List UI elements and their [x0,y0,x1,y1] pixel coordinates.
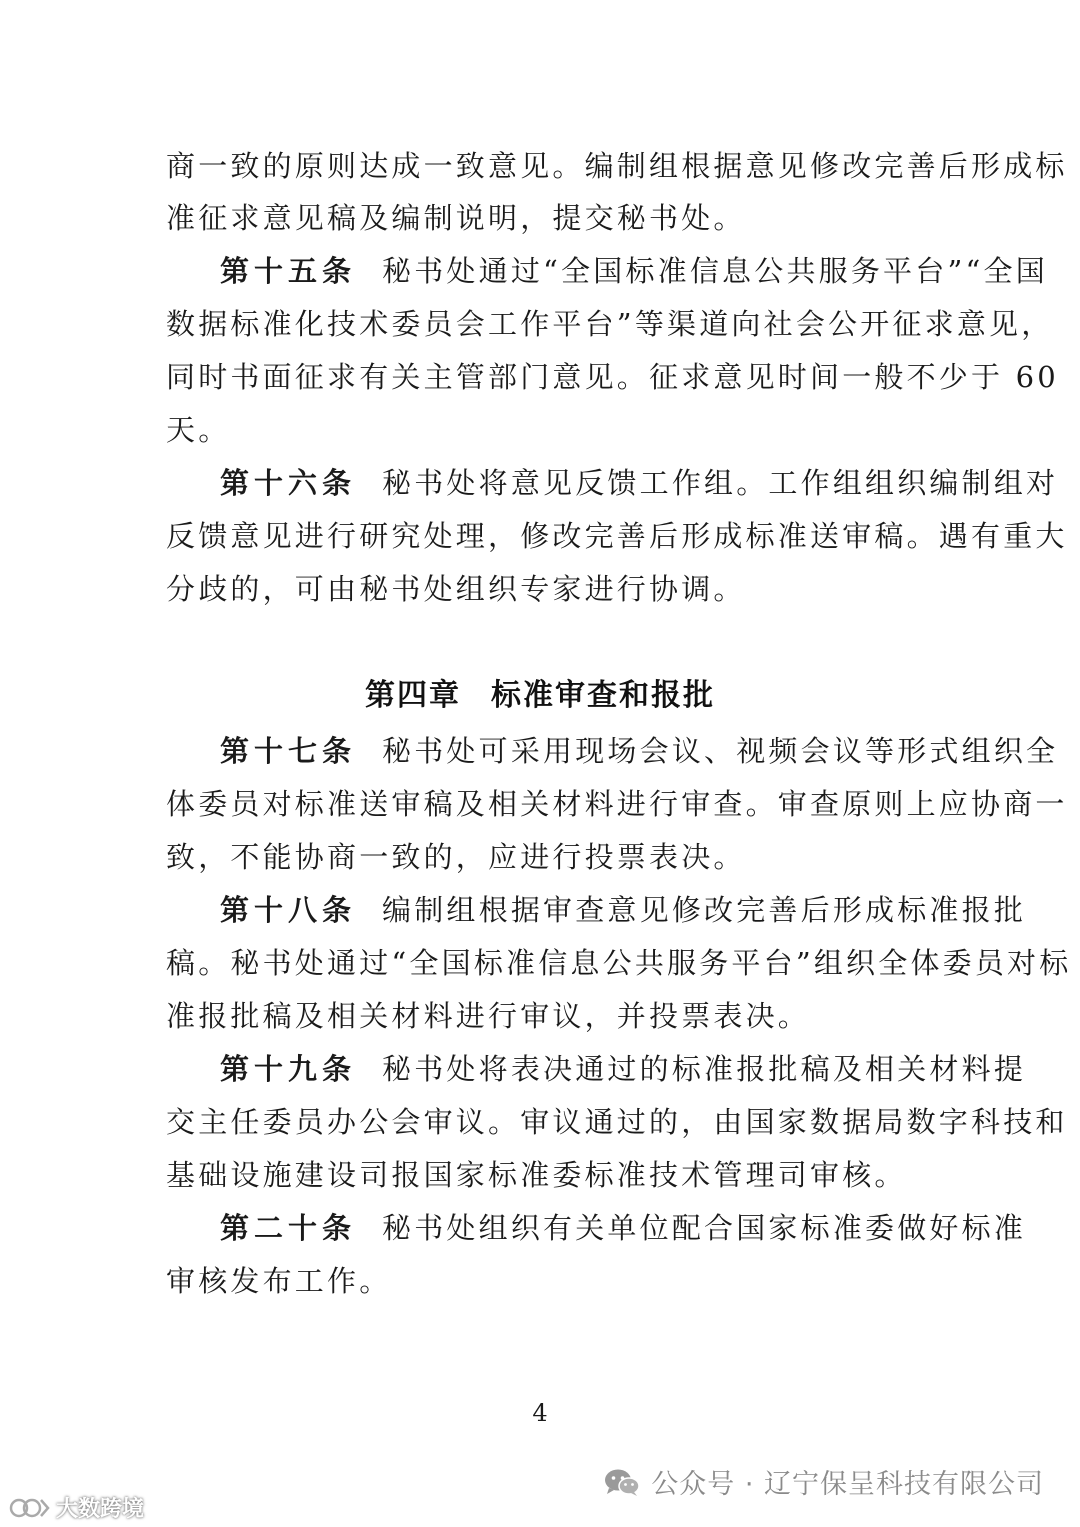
article-text: 秘书处将表决通过的标准报批稿及相关材料提 [382,1052,1027,1086]
text-line: 天。 [166,413,231,447]
watermark-left-text: 大数跨境 [56,1497,145,1522]
article-19 [220,1049,1027,1089]
wechat-icon [603,1467,641,1497]
article-text: 秘书处可采用现场会议、视频会议等形式组织全 [382,734,1059,768]
article-16 [220,463,1059,503]
text-line: 审核发布工作。 [166,1264,392,1298]
article-text: 秘书处将意见反馈工作组。工作组组织编制组对 [382,466,1059,500]
article-label: 第二十条 [220,1211,357,1245]
text-line: 商一致的原则达成一致意见。编制组根据意见修改完善后形成标 [166,149,1068,183]
logo-icon [8,1496,52,1520]
chapter-heading [0,675,1080,717]
text-line: 稿。秘书处通过“全国标准信息公共服务平台”组织全体委员对标 [166,946,1072,980]
text-line: 分歧的，可由秘书处组织专家进行协调。 [166,572,746,606]
article-label: 第十六条 [220,466,357,500]
article-text: 秘书处通过“全国标准信息公共服务平台”“全国 [382,254,1048,288]
article-label: 第十九条 [220,1052,357,1086]
article-text: 秘书处组织有关单位配合国家标准委做好标准 [382,1211,1027,1245]
text-line: 数据标准化技术委员会工作平台”等渠道向社会公开征求意见， [166,307,1054,341]
article-label: 第十七条 [220,734,357,768]
page-number: 4 [532,1399,548,1427]
text-line: 体委员对标准送审稿及相关材料进行审查。审查原则上应协商一 [166,787,1068,821]
text-line: 准报批稿及相关材料进行审议，并投票表决。 [166,999,811,1033]
article-17 [220,731,1059,771]
article-15 [220,251,1048,291]
article-18 [220,890,1027,930]
watermark-text: 公众号 · 辽宁保呈科技有限公司 [651,1469,1044,1500]
chapter-title: 标准审查和报批 [491,678,715,713]
text-line: 准征求意见稿及编制说明，提交秘书处。 [166,201,746,235]
article-label: 第十八条 [220,893,357,927]
text-line: 反馈意见进行研究处理，修改完善后形成标准送审稿。遇有重大 [166,519,1068,553]
watermark-wechat [603,1462,1044,1501]
article-text: 编制组根据审查意见修改完善后形成标准报批 [382,893,1027,927]
article-label: 第十五条 [220,254,357,288]
watermark-logo [8,1492,144,1523]
text-line: 致，不能协商一致的，应进行投票表决。 [166,840,746,874]
text-line: 同时书面征求有关主管部门意见。征求意见时间一般不少于 60 [166,360,1059,394]
text-line: 基础设施建设司报国家标准委标准技术管理司审核。 [166,1158,907,1192]
article-20 [220,1208,1027,1248]
chapter-number: 第四章 [365,678,461,713]
text-line: 交主任委员办公会审议。审议通过的，由国家数据局数字科技和 [166,1105,1068,1139]
